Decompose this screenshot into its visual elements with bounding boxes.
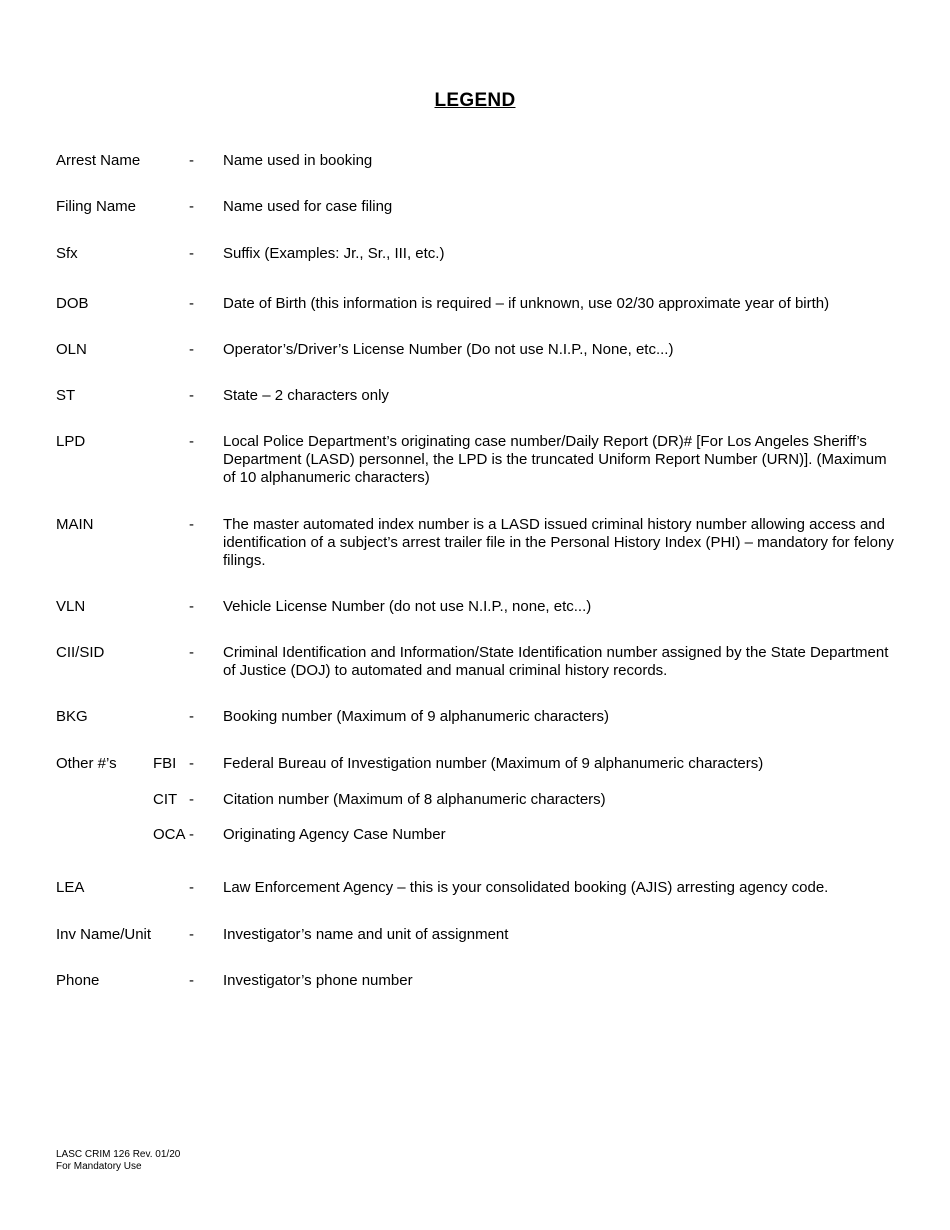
legend-dash: -: [189, 708, 194, 725]
legend-description: Booking number (Maximum of 9 alphanumeric characters): [223, 708, 609, 725]
legend-description: Law Enforcement Agency – this is your consolidated booking (AJIS) arresting agency code.: [223, 879, 829, 896]
legend-dash: -: [189, 598, 194, 615]
legend-dash: -: [189, 433, 194, 450]
legend-subterm: CIT: [153, 791, 178, 808]
legend-term: CII/SID: [56, 644, 105, 661]
legend-dash: -: [189, 926, 194, 943]
legend-term: Other #’s: [56, 755, 117, 772]
legend-term: Phone: [56, 972, 100, 989]
form-footer: [56, 1149, 180, 1173]
legend-description: Criminal Identification and Information/State Identification number assigned by the State Department of Justice (DOJ) to automated and manual criminal history records.: [223, 644, 889, 679]
legend-description: Name used for case filing: [223, 198, 393, 215]
page-title: LEGEND: [434, 90, 516, 111]
legend-term: Arrest Name: [56, 152, 141, 169]
legend-description: Operator’s/Driver’s License Number (Do not use N.I.P., None, etc...): [223, 341, 674, 358]
form-usage-note: For Mandatory Use: [56, 1161, 142, 1172]
legend-dash: -: [189, 516, 194, 533]
legend-description: Vehicle License Number (do not use N.I.P., none, etc...): [223, 598, 592, 615]
legend-dash: -: [189, 755, 194, 772]
legend-term: OLN: [56, 341, 87, 358]
legend-dash: -: [189, 341, 194, 358]
legend-description: Citation number (Maximum of 8 alphanumeric characters): [223, 791, 606, 808]
legend-dash: -: [189, 826, 194, 843]
legend-term: Inv Name/Unit: [56, 926, 152, 943]
legend-dash: -: [189, 387, 194, 404]
legend-term: MAIN: [56, 516, 94, 533]
legend-dash: -: [189, 152, 194, 169]
legend-dash: -: [189, 295, 194, 312]
legend-subterm: OCA: [153, 826, 186, 843]
legend-dash: -: [189, 245, 194, 262]
legend-term: DOB: [56, 295, 89, 312]
legend-description: Date of Birth (this information is required – if unknown, use 02/30 approximate year of birth): [223, 295, 830, 312]
legend-description: Suffix (Examples: Jr., Sr., III, etc.): [223, 245, 445, 262]
legend-dash: -: [189, 644, 194, 661]
legend-description: The master automated index number is a LASD issued criminal history number allowing access and identification of a subject’s arrest trailer file in the Personal History Index (PHI) – mandatory for felony filings.: [223, 516, 894, 569]
legend-term: Sfx: [56, 245, 78, 262]
legend-description: Local Police Department’s originating case number/Daily Report (DR)# [For Los Angeles Sheriff’s Department (LASD) personnel, the LPD is the truncated Uniform Report Number (URN)]. (Maximum of 10 alphanumeric characters): [223, 433, 887, 486]
legend-subterm: FBI: [153, 755, 177, 772]
legend-description: Federal Bureau of Investigation number (Maximum of 9 alphanumeric characters): [223, 755, 764, 772]
legend-term: LPD: [56, 433, 86, 450]
legend-dash: -: [189, 972, 194, 989]
legend-description: Investigator’s name and unit of assignment: [223, 926, 509, 943]
legend-term: ST: [56, 387, 76, 404]
legend-description: Originating Agency Case Number: [223, 826, 446, 843]
form-number: LASC CRIM 126 Rev. 01/20: [56, 1149, 181, 1160]
legend-term: LEA: [56, 879, 85, 896]
legend-term: VLN: [56, 598, 86, 615]
legend-description: Name used in booking: [223, 152, 373, 169]
legend-term: Filing Name: [56, 198, 137, 215]
legend-description: Investigator’s phone number: [223, 972, 413, 989]
legend-dash: -: [189, 198, 194, 215]
legend-term: BKG: [56, 708, 88, 725]
legend-description: State – 2 characters only: [223, 387, 389, 404]
legend-dash: -: [189, 879, 194, 896]
legend-dash: -: [189, 791, 194, 808]
